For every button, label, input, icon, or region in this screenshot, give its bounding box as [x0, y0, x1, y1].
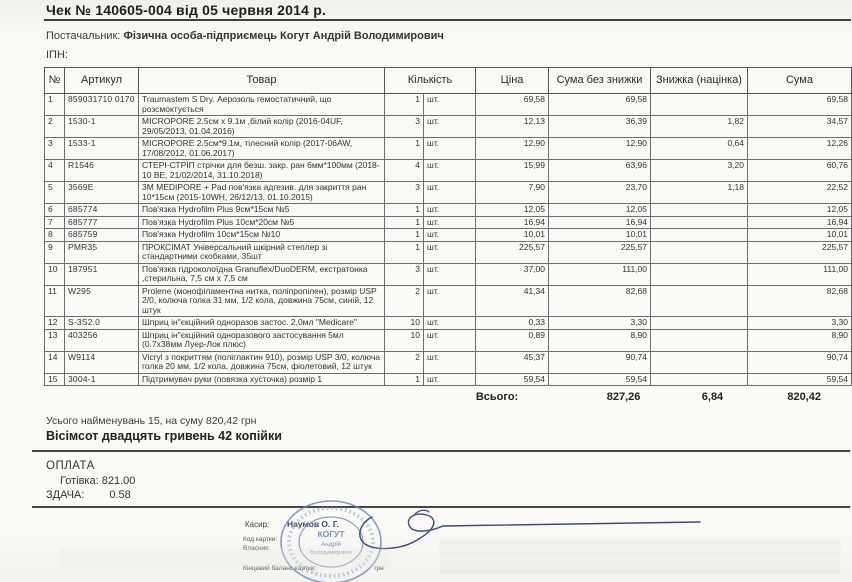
cell-sum-no-disc: 10,01: [549, 229, 651, 242]
stamp-text-3: Володимирович: [310, 550, 352, 556]
cell-sum-no-disc: 16,94: [549, 216, 651, 229]
cell-article: 685774: [65, 204, 139, 217]
cell-num: 11: [45, 285, 65, 317]
cell-num: 9: [45, 241, 65, 263]
cell-unit: шт.: [424, 216, 476, 229]
card-code-label: Код картки:: [243, 536, 278, 543]
cell-num: 7: [45, 216, 65, 229]
cell-num: 15: [45, 373, 65, 386]
cell-qty: 3: [385, 263, 424, 285]
table-row: [45, 216, 852, 229]
cell-unit: шт.: [424, 160, 476, 182]
cell-discount: [651, 285, 748, 317]
totals-sum-no-disc: 827,26: [606, 391, 641, 403]
cell-discount: 1,18: [651, 182, 748, 204]
cell-discount: [651, 94, 748, 116]
cell-product: 3M MEDIPORE + Pad пов'язка адгезив. для закриття ран 10*15см (2015-10WH, 26/12/13, 01.10.2015): [139, 182, 385, 204]
totals-spacer: [44, 391, 476, 403]
cell-product: Шприц ін"єкційний одноразов застос. 2,0мл "Medicare": [139, 317, 385, 330]
cell-price: 41,34: [476, 285, 549, 317]
bleed-through-artifact: [440, 540, 840, 556]
cell-product: Пов'язка Hydrofilm Plus 10см*20см №5: [139, 216, 385, 229]
cell-price: 37,00: [476, 263, 549, 285]
header-sum-no-disc: Сума без знижки: [549, 68, 651, 94]
cashier-name: Наумов О. Г.: [287, 519, 339, 529]
cell-qty: 1: [385, 241, 424, 263]
bleed-through-artifact: [440, 560, 840, 574]
stamp-text-1: КОГУТ: [317, 529, 345, 539]
ipn-label: ІПН:: [46, 49, 68, 61]
items-count-line: Усього найменувань 15, на суму 820,42 грн: [46, 415, 257, 427]
cell-discount: [651, 373, 748, 386]
cell-sum-no-disc: 225,57: [549, 241, 651, 263]
cell-price: 0,33: [476, 317, 549, 330]
cell-price: 12,05: [476, 204, 549, 217]
cell-discount: [651, 317, 748, 330]
cell-article: 859031710 0170: [65, 94, 139, 116]
table-row: [45, 329, 852, 351]
card-owner-label: Власник:: [243, 545, 270, 552]
table-row: [45, 285, 852, 317]
balance-label: Кінцевий баланс картки:: [243, 565, 317, 572]
cell-unit: шт.: [424, 317, 476, 330]
change-label: ЗДАЧА:: [46, 489, 85, 501]
cell-article: 3569E: [65, 182, 139, 204]
cell-qty: 1: [385, 216, 424, 229]
change-value: 0.58: [109, 489, 131, 501]
cell-article: 187951: [65, 263, 139, 285]
table-row: [45, 204, 852, 217]
table-row: [45, 138, 852, 160]
cell-unit: шт.: [424, 241, 476, 263]
cell-article: W295: [65, 285, 139, 317]
section-divider: [32, 450, 850, 452]
cell-sum: 90,74: [748, 351, 852, 373]
cell-discount: 0,64: [651, 138, 748, 160]
cell-unit: шт.: [424, 182, 476, 204]
cell-article: R1546: [65, 160, 139, 182]
cell-sum: 82,68: [748, 285, 852, 317]
cell-price: 16,94: [476, 216, 549, 229]
cell-num: 12: [45, 317, 65, 330]
totals-discount: 6,84: [701, 391, 724, 403]
table-row: [45, 317, 852, 330]
table-row: [45, 229, 852, 242]
supplier-label: Постачальник:: [46, 30, 121, 42]
totals-row: [44, 391, 851, 403]
bleed-through-artifact: [60, 548, 390, 568]
table-row: [45, 182, 852, 204]
cell-price: 7,90: [476, 182, 549, 204]
cell-num: 3: [45, 138, 65, 160]
cell-unit: шт.: [424, 373, 476, 386]
cell-sum: 69,58: [748, 94, 852, 116]
cell-sum-no-disc: 69,58: [549, 94, 651, 116]
cell-article: S-3S2.0: [65, 317, 139, 330]
table-row: [45, 241, 852, 263]
cell-qty: 3: [385, 116, 424, 138]
cell-qty: 10: [385, 317, 424, 330]
cell-sum-no-disc: 90,74: [549, 351, 651, 373]
header-num: №: [45, 68, 65, 94]
cell-unit: шт.: [424, 204, 476, 217]
cell-sum: 225,57: [748, 241, 852, 263]
title-divider: [44, 19, 851, 21]
cell-qty: 10: [385, 329, 424, 351]
cell-num: 1: [45, 94, 65, 116]
cell-product: Traumastem S Dry. Аерозоль гемостатичний, що розсмоктується: [139, 94, 385, 116]
cell-sum: 8,90: [748, 329, 852, 351]
table-row: [45, 373, 852, 386]
stamp-text-2: Андрій: [320, 541, 342, 548]
cell-sum-no-disc: 59,54: [549, 373, 651, 386]
cell-sum-no-disc: 3,30: [549, 317, 651, 330]
cell-num: 10: [45, 263, 65, 285]
cell-sum: 59,54: [748, 373, 852, 386]
cell-unit: шт.: [424, 116, 476, 138]
cell-sum: 3,30: [748, 317, 852, 330]
cell-sum: 10,01: [748, 229, 852, 242]
cell-price: 12,13: [476, 116, 549, 138]
cell-discount: [651, 216, 748, 229]
cell-num: 8: [45, 229, 65, 242]
cell-num: 13: [45, 329, 65, 351]
supplier-line: [44, 30, 852, 42]
cell-article: 1533-1: [65, 138, 139, 160]
cell-discount: 3,20: [651, 160, 748, 182]
cell-article: W9114: [65, 351, 139, 373]
cell-price: 15,99: [476, 160, 549, 182]
payment-title: ОПЛАТА: [46, 460, 95, 472]
cell-discount: [651, 263, 748, 285]
cell-sum-no-disc: 23,70: [549, 182, 651, 204]
balance-suffix: грн: [374, 565, 384, 572]
header-price: Ціна: [476, 68, 549, 94]
cell-product: MICROPORE 2.5см*9.1м, тілесний колір (2017-06AW, 17/08/2012, 01.06.2017): [139, 138, 385, 160]
cell-price: 12,90: [476, 138, 549, 160]
cell-num: 5: [45, 182, 65, 204]
cell-qty: 2: [385, 285, 424, 317]
cell-sum-no-disc: 36,39: [549, 116, 651, 138]
cell-discount: 1,82: [651, 116, 748, 138]
table-row: [45, 116, 852, 138]
cell-unit: шт.: [424, 94, 476, 116]
header-sum: Сума: [748, 68, 852, 94]
cell-discount: [651, 229, 748, 242]
handwritten-signature: [355, 508, 705, 568]
cell-article: 403256: [65, 329, 139, 351]
cell-num: 6: [45, 204, 65, 217]
cell-num: 2: [45, 116, 65, 138]
cell-sum: 16,94: [748, 216, 852, 229]
cell-discount: [651, 204, 748, 217]
cell-sum-no-disc: 12,90: [549, 138, 651, 160]
table-row: [45, 94, 852, 116]
cell-product: Пов'язка гідроколоїдна Granuflex/DuoDERM, екстратонка ,стерильна, 7,5 см х 7,5 см: [139, 263, 385, 285]
payment-cash-line: [44, 475, 852, 487]
cell-product: Vicryl з покриттям (поліглактин 910), розмір USP 3/0, колюча голка 20 мм, 1/2 кола, довжина 75см, фіолетовий, 12 штук: [139, 351, 385, 373]
header-qty: Кількість: [385, 68, 476, 94]
cell-price: 69,58: [476, 94, 549, 116]
cell-article: 3004-1: [65, 373, 139, 386]
cash-label: Готівка:: [60, 475, 99, 487]
cell-product: Шприц ін"єкційний одноразового застосування 5мл (0.7х38мм Луер-Лок плюс): [139, 329, 385, 351]
header-discount: Знижка (націнка): [651, 68, 748, 94]
cell-discount: [651, 241, 748, 263]
page-title: Чек № 140605-004 від 05 червня 2014 р.: [46, 2, 327, 18]
cell-sum: 34,57: [748, 116, 852, 138]
table-header-row: [45, 68, 852, 94]
cell-product: MICROPORE 2.5см х 9.1м ,білий колір (2016-04UF, 29/05/2013, 01.04.2016): [139, 116, 385, 138]
cell-article: PMR35: [65, 241, 139, 263]
cell-qty: 1: [385, 138, 424, 160]
totals-label: Всього:: [475, 391, 519, 403]
cell-price: 0,89: [476, 329, 549, 351]
cell-article: 1530-1: [65, 116, 139, 138]
table-row: [45, 160, 852, 182]
cell-product: ПРОКСІМАТ Універсальний шкірний степлер зі стандартними скобками, 35шт: [139, 241, 385, 263]
cell-price: 59,54: [476, 373, 549, 386]
cell-discount: [651, 329, 748, 351]
cell-discount: [651, 351, 748, 373]
cell-unit: шт.: [424, 329, 476, 351]
cell-article: 685777: [65, 216, 139, 229]
cell-product: СТЕРІ-СТРІП стрічки для безш. закр. ран 6мм*100мм (2018-10 BE, 21/02/2014, 31.10.2018): [139, 160, 385, 182]
cell-unit: шт.: [424, 351, 476, 373]
payment-change-line: [44, 489, 852, 501]
cell-num: 14: [45, 351, 65, 373]
table-row: [45, 263, 852, 285]
cell-sum-no-disc: 63,96: [549, 160, 651, 182]
cell-qty: 3: [385, 182, 424, 204]
cell-unit: шт.: [424, 229, 476, 242]
cell-sum-no-disc: 12,05: [549, 204, 651, 217]
header-article: Артикул: [65, 68, 139, 94]
cell-product: Prolene (монофіламентна нитка, поліпропілен), розмір USP 2/0, колюча голка 31 мм, 1/2 кола, довжина 75см, синій, 12 штук: [139, 285, 385, 317]
cell-product: Пов'язка Hydrofilm 10см*15см №10: [139, 229, 385, 242]
cell-unit: шт.: [424, 263, 476, 285]
supplier-name: Фізична особа-підприємець Когут Андрій Володимирович: [123, 30, 444, 42]
cell-article: 685759: [65, 229, 139, 242]
cell-price: 10,01: [476, 229, 549, 242]
cell-unit: шт.: [424, 138, 476, 160]
table-row: [45, 351, 852, 373]
cell-unit: шт.: [424, 285, 476, 317]
cell-sum: 12,05: [748, 204, 852, 217]
cell-qty: 1: [385, 373, 424, 386]
cell-qty: 1: [385, 94, 424, 116]
cell-price: 225,57: [476, 241, 549, 263]
cell-qty: 4: [385, 160, 424, 182]
cell-sum: 111,00: [748, 263, 852, 285]
cell-qty: 2: [385, 351, 424, 373]
totals-sum: 820,42: [787, 391, 821, 403]
cell-sum: 12,26: [748, 138, 852, 160]
cell-product: Пов'язка Hydrofilm Plus 9см*15см №5: [139, 204, 385, 217]
amount-in-words: Вісімсот двадцять гривень 42 копійки: [46, 429, 282, 443]
cash-value: 821.00: [101, 475, 136, 487]
cell-qty: 1: [385, 204, 424, 217]
cell-product: Підтримувач руки (повязка хусточка) розмір 1: [139, 373, 385, 386]
header-product: Товар: [139, 68, 385, 94]
cell-qty: 1: [385, 229, 424, 242]
cell-num: 4: [45, 160, 65, 182]
cell-price: 45,37: [476, 351, 549, 373]
cell-sum-no-disc: 111,00: [549, 263, 651, 285]
cell-sum-no-disc: 8,90: [549, 329, 651, 351]
receipt-table-body: [45, 94, 852, 386]
cell-sum: 22,52: [748, 182, 852, 204]
cell-sum-no-disc: 82,68: [549, 285, 651, 317]
cashier-label: Касир:: [245, 520, 270, 529]
cell-sum: 60,76: [748, 160, 852, 182]
items-table: [44, 67, 852, 386]
